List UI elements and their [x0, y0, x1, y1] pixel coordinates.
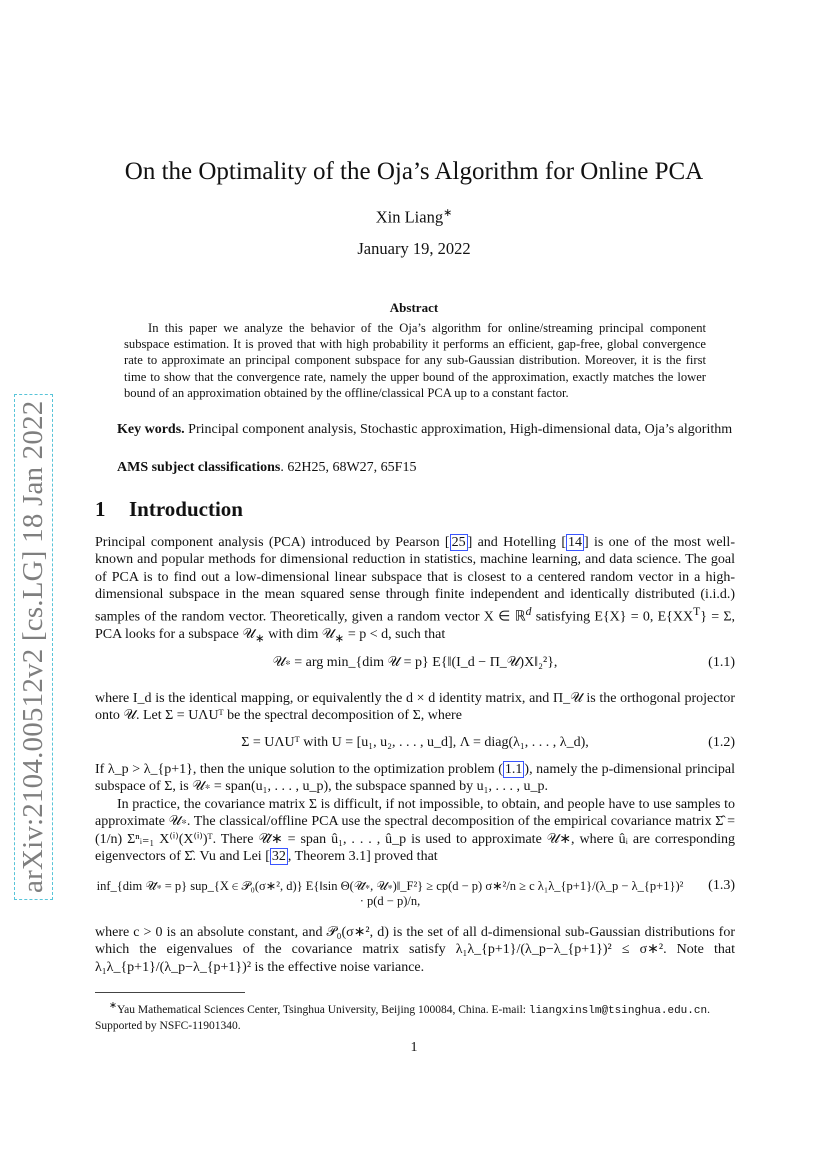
author-name: Xin Liang [375, 207, 444, 227]
abstract-text: In this paper we analyze the behavior of the Oja’s algorithm for online/streaming principal component subspace estimation. It is proved that with high probability it performs an efficient, gap-free, global convergence rate to approximate an principal component subspace for any sub-Gaussian distribution. Moreover, it is the first time to show that the convergence rate, namely the upper bound of the approximation, exactly matches the lower bound of an approximation obtained by the offline/classical PCA up to a constant factor. [124, 321, 706, 400]
citation-link[interactable]: 25 [451, 535, 466, 550]
footnote-email[interactable]: liangxinslm@tsinghua.edu.cn [528, 1004, 708, 1017]
citation-link[interactable]: 32 [271, 848, 286, 864]
ams-label: AMS subject classifications [117, 460, 281, 475]
keywords-text: Principal component analysis, Stochastic approximation, High-dimensional data, Oja’s algorithm [188, 422, 733, 437]
page-number: 1 [410, 1040, 418, 1055]
paragraph-3 [95, 761, 735, 796]
p4-text-a: In practice, the covariance matrix Σ is difficult, if not impossible, to obtain, and people have to use samples to approximate 𝒰∗. The classical/offline PCA use the spectral decomposition of the empirical covariance matrix Σ̂ = (1/n) Σⁿᵢ₌₁ X⁽ⁱ⁾(X⁽ⁱ⁾)ᵀ. There 𝒰̂∗ = span û₁, . . . , û_p is used to approximate 𝒰∗, where ûᵢ are corresponding eigenvectors of Σ̂. Vu and Lei [ [95, 797, 735, 864]
abstract-heading: Abstract [389, 300, 439, 315]
section-heading [95, 497, 243, 522]
equation-link[interactable]: 1.1 [504, 762, 523, 777]
paper-title: On the Optimality of the Oja’s Algorithm for Online PCA [124, 158, 704, 185]
p1-text-g: = p < d, such that [344, 627, 446, 643]
ams-text: . 62H25, 68W27, 65F15 [280, 460, 417, 475]
footnote: ∗Yau Mathematical Sciences Center, Tsinghua University, Beijing 100084, China. E-mail: liangxinslm@tsinghua.edu.cn. Supported by NSFC-11901340. [95, 1000, 710, 1032]
footnote-rule [95, 992, 245, 993]
equation-number: (1.2) [708, 735, 735, 750]
equation-1-2-body: Σ = UΛUᵀ with U = [u₁, u₂, . . . , u_d], Λ = diag(λ₁, . . . , λ_d), [241, 735, 589, 750]
ams-classifications [95, 459, 735, 476]
equation-number: (1.1) [708, 655, 735, 670]
author-footnote-mark[interactable]: ∗ [443, 207, 453, 219]
keywords [95, 421, 735, 438]
p1-text-e: } = Σ, PCA looks for a subspace 𝒰 [95, 609, 735, 643]
equation-1-1-body: 𝒰∗ = arg min_{dim 𝒰 = p} E{‖(I_d − Π_𝒰)X‖₂²}, [272, 655, 558, 670]
equation-number: (1.3) [708, 878, 735, 893]
p1-text-a: Principal component analysis (PCA) introduced by Pearson [ [95, 535, 450, 550]
p1-text-c: ] is one of the most well-known and popular methods for dimensional reduction in statistics, machine learning, and data science. The goal of PCA is to find out a low-dimensional linear subspace that is closest to a centered random vector in a high-dimensional subspace in the mean squared sense through finite independent and identically distributed (i.i.d.) samples of the random vector. Theoretically, given a random vector X ∈ ℝ [95, 535, 735, 625]
paragraph-4 [95, 796, 735, 865]
p3-text-a: If λ_p > λ_{p+1}, then the unique solution to the optimization problem ( [95, 762, 503, 777]
keywords-label: Key words. [117, 422, 185, 437]
p1-text-d: satisfying E{X} = 0, E{XX [531, 609, 694, 625]
footnote-text-b: . Supported by NSFC-11901340. [95, 1003, 710, 1032]
citation-link[interactable]: 14 [568, 535, 583, 550]
p3-text-b: ), namely the p-dimensional principal subspace of Σ, is 𝒰∗ = span(u₁, . . . , u_p), the subspace spanned by u₁, . . . , u_p. [95, 762, 736, 795]
arxiv-id: arXiv:2104.00512v2 [cs.LG] 18 Jan 2022 [14, 394, 53, 900]
section-title: Introduction [129, 497, 243, 521]
p1-text-b: ] and Hotelling [ [467, 535, 567, 550]
paragraph-5: where c > 0 is an absolute constant, and 𝒫₀(σ∗², d) is the set of all d-dimensional sub-Gaussian distributions for which the eigenvalues of the covariance matrix satisfy λ₁λ_{p+1}/(λ_p−λ_{p+1})² ≤ σ∗². Note that λ₁λ_{p+1}/(λ_p−λ_{p+1})² is the effective noise variance. [95, 925, 735, 975]
p4-text-b: , Theorem 3.1] proved that [287, 848, 438, 864]
equation-1-3-body: inf_{dim 𝒰̃∗ = p} sup_{X ∈ 𝒫₀(σ∗², d)} E{‖sin Θ(𝒰̃∗, 𝒰∗)‖_F²} ≥ cp(d − p) σ∗²/n ≥ c λ₁λ_{p+1}/(λ_p − λ_{p+1})² · p(d − p)/n, [96, 879, 684, 908]
paragraph-1: Principal component analysis (PCA) introduced by Pearson [ 25 ] and Hotelling [ 14 ] is one of the most well-known and popular methods for dimensional reduction in statistics, machine learning, and data science. The goal of PCA is to find out a low-dimensional linear subspace that is closest to a centered random vector in a high-dimensional subspace in the mean squared sense through finite independent and identically distributed (i.i.d.) samples of the random vector. Theoretically, given a random vector X ∈ ℝ$^d$ satisfying E{X} = 0, $E\{XX^T\} = \Sigma$, PCA looks for a subspace 𝒰$_∗$ with dim 𝒰$_∗$ = p < d, such that [95, 535, 735, 645]
section-number: 1 [95, 497, 106, 521]
equation-1-3 [95, 878, 735, 909]
paragraph-2: where I_d is the identical mapping, or equivalently the d × d identity matrix, and Π_𝒰 is the orthogonal projector onto 𝒰. Let Σ = UΛUᵀ be the spectral decomposition of Σ, where [95, 691, 735, 724]
author [0, 206, 828, 228]
equation-1-2 [95, 735, 735, 751]
equation-1-1 [95, 655, 735, 671]
date: January 19, 2022 [357, 239, 471, 258]
p1-text-f: with dim 𝒰 [264, 627, 335, 643]
footnote-text-a: Yau Mathematical Sciences Center, Tsinghua University, Beijing 100084, China. E-mail: [117, 1003, 529, 1016]
